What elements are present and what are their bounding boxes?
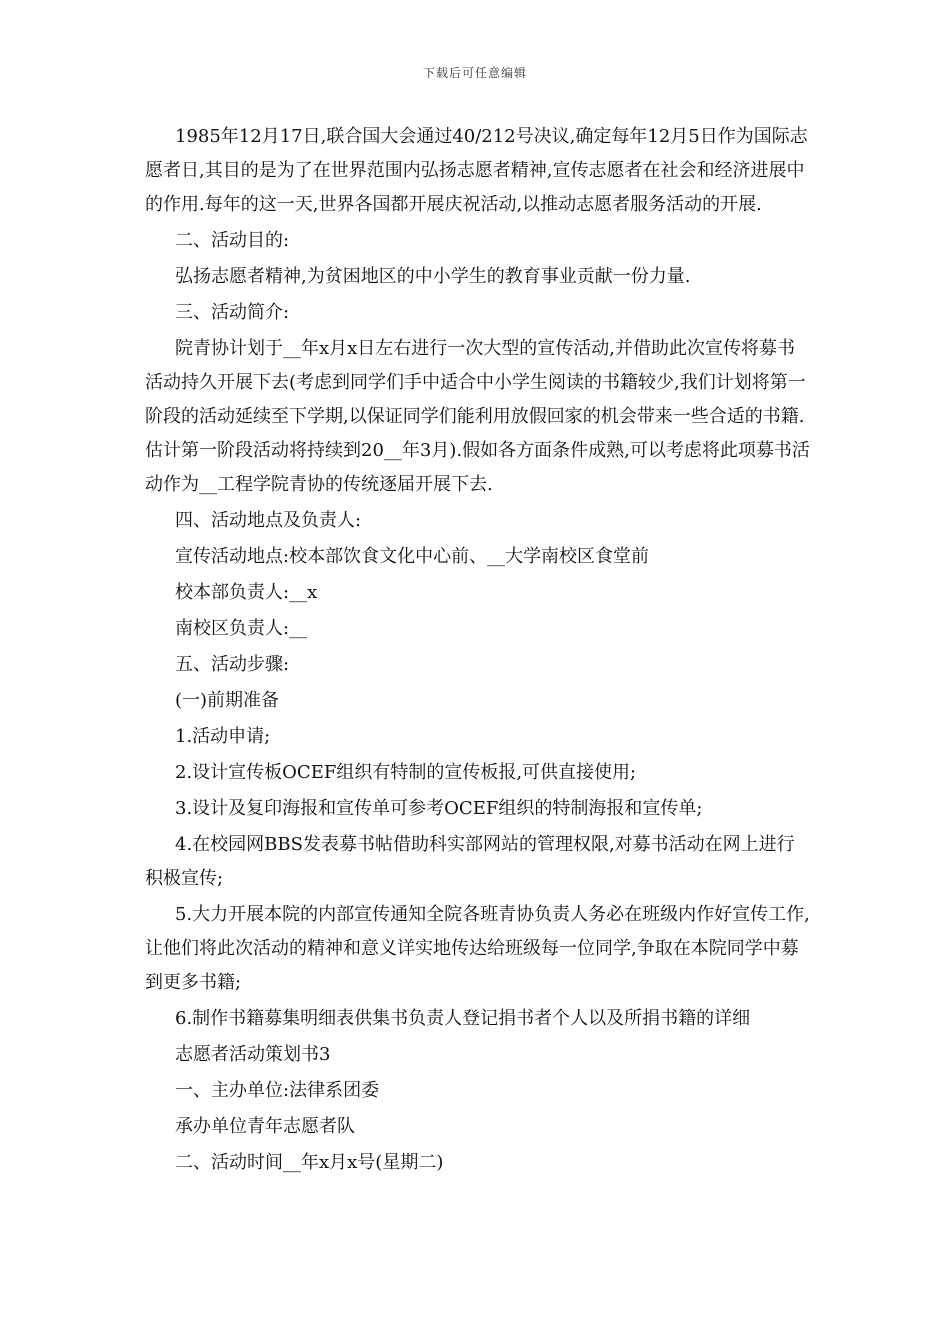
- page-header: 下载后可任意编辑: [422, 66, 527, 80]
- section-heading-purpose: 二、活动目的:: [175, 230, 290, 251]
- paragraph-intro: 1985年12月17日,联合国大会通过40/212号决议,确定每年12月5日作为国际志愿者日,其目的是为了在世界范围内弘扬志愿者精神,宣传志愿者在社会和经济进展中的作用.每年的这一天,世界各国都开展庆祝活动,以推动志愿者服务活动的开展.: [145, 126, 808, 215]
- list-item-2: 2.设计宣传板OCEF组织有特制的宣传板报,可供直接使用;: [175, 762, 637, 783]
- section-heading-location: 四、活动地点及负责人:: [175, 510, 362, 531]
- section-heading-summary: 三、活动简介:: [175, 302, 290, 323]
- paragraph-activity-time: 二、活动时间__年x月x号(星期二): [175, 1152, 444, 1173]
- list-item-3: 3.设计及复印海报和宣传单可参考OCEF组织的特制海报和宣传单;: [175, 798, 703, 819]
- paragraph-south-campus-lead: 南校区负责人:__: [175, 618, 308, 639]
- list-item-5: 5.大力开展本院的内部宣传通知全院各班青协负责人务必在班级内作好宣传工作,让他们将此次活动的精神和意义详实地传达给班级每一位同学,争取在本院同学中募到更多书籍;: [145, 904, 810, 993]
- paragraph-co-organizer: 承办单位青年志愿者队: [175, 1116, 355, 1137]
- paragraph-summary: 院青协计划于__年x月x日左右进行一次大型的宣传活动,并借助此次宣传将募书活动持久开展下去(考虑到同学们手中适合中小学生阅读的书籍较少,我们计划将第一阶段的活动延续至下学期,以保证同学们能利用放假回家的机会带来一些合适的书籍.估计第一阶段活动将持续到20__年3月).假如各方面条件成熟,可以考虑将此项募书活动作为__工程学院青协的传统逐届开展下去.: [145, 338, 810, 495]
- document-body: [145, 120, 810, 1180]
- list-item-4: 4.在校园网BBS发表募书帖借助科实部网站的管理权限,对募书活动在网上进行积极宣传;: [145, 834, 795, 889]
- paragraph-location: 宣传活动地点:校本部饮食文化中心前、__大学南校区食堂前: [175, 546, 650, 567]
- document-subtitle: 志愿者活动策划书3: [175, 1044, 331, 1065]
- paragraph-main-campus-lead: 校本部负责人:__x: [175, 582, 318, 603]
- paragraph-organizer: 一、主办单位:法律系团委: [175, 1080, 380, 1101]
- list-item-1: 1.活动申请;: [175, 726, 271, 747]
- list-item-6: 6.制作书籍募集明细表供集书负责人登记捐书者个人以及所捐书籍的详细: [175, 1008, 751, 1029]
- paragraph-purpose: 弘扬志愿者精神,为贫困地区的中小学生的教育事业贡献一份力量.: [175, 266, 691, 287]
- subheading-preparation: (一)前期准备: [175, 690, 280, 711]
- section-heading-steps: 五、活动步骤:: [175, 654, 290, 675]
